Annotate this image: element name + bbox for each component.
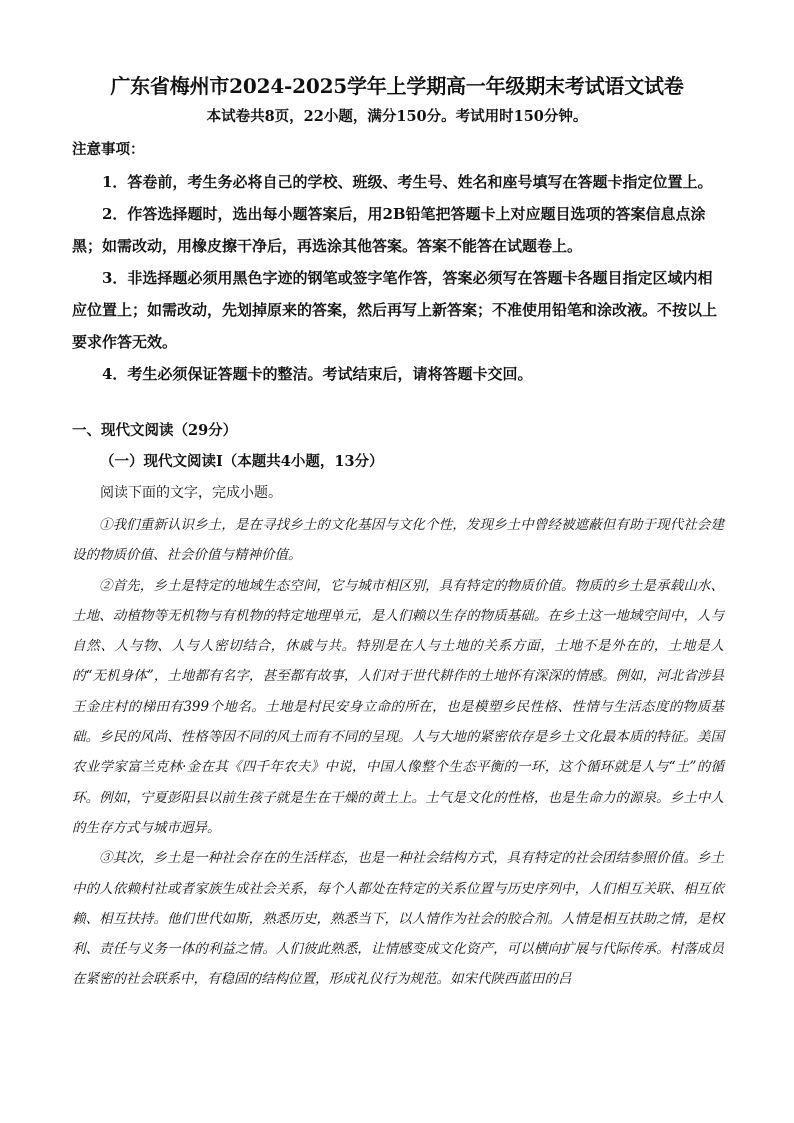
exam-subtitle: 本试卷共8页，22小题，满分150分。考试用时150分钟。 (206, 108, 588, 125)
section-heading: 一、现代文阅读（29分） (72, 422, 238, 439)
passage-paragraph: ②首先，乡土是特定的地域生态空间，它与城市相区别，具有特定的物质价值。物质的乡土是承载山水、土地、动植物等无机物与有机物的特定地理单元，是人们赖以生存的物质基础。在乡土这一地域空间中，人与自然、人与物、人与人密切结合，休戚与共。特别是在人与土地的关系方面，土地不是外在的，土地是人的“无机身体”，土地都有名字，甚至都有故事，人们对于世代耕作的土地怀有深深的情感。例如，河北省涉县王金庄村的梯田有399个地名。土地是村民安身立命的所在，也是模塑乡民性格、性情与生活态度的物质基础。乡民的风尚、性格等因不同的风土而有不同的呈现。人与大地的紧密依存是乡土文化最本质的特征。美国农业学家富兰克林·金在其《四千年农夫》中说，中国人像整个生态平衡的一环，这个循环就是人与“土”的循环。例如，宁夏彭阳县以前生孩子就是生在干燥的黄土上。土气是文化的性格，也是生命力的源泉。乡土中人的生存方式与城市迥异。 (72, 577, 724, 836)
notice-list (72, 166, 724, 390)
subsection-heading: （一）现代文阅读Ⅰ（本题共4小题，13分） (100, 453, 384, 470)
passage-paragraph: ③其次，乡土是一种社会存在的生活样态，也是一种社会结构方式，具有特定的社会团结参照价值。乡土中的人依赖村社或者家族生成社会关系，每个人都处在特定的关系位置与历史序列中，人们相互关联、相互依赖、相互扶持。他们世代如斯，熟悉历史，熟悉当下，以人情作为社会的胶合剂。人情是相互扶助之情，是权利、责任与义务一体的利益之情。人们彼此熟悉，让情感变成文化资产，可以横向扩展与代际传承。村落成员在紧密的社会联系中，有稳固的结构位置，形成礼仪行为规范。如宋代陕西蓝田的吕 (72, 850, 724, 988)
reading-instruction: 阅读下面的文字，完成小题。 (100, 485, 282, 501)
notice-item: 4．考生必须保证答题卡的整洁。考试结束后，请将答题卡交回。 (102, 365, 533, 383)
passage-paragraph: ①我们重新认识乡土，是在寻找乡土的文化基因与文化个性，发现乡土中曾经被遮蔽但有助于现代社会建设的物质价值、社会价值与精神价值。 (72, 517, 724, 564)
notice-item: 2．作答选择题时，选出每小题答案后，用2B铅笔把答题卡上对应题目选项的答案信息点涂黑；如需改动，用橡皮擦干净后，再选涂其他答案。答案不能答在试题卷上。 (72, 205, 706, 255)
exam-title: 广东省梅州市2024-2025学年上学期高一年级期末考试语文试卷 (110, 74, 684, 98)
reading-passage (72, 510, 724, 995)
notice-item: 1．答卷前，考生务必将自己的学校、班级、考生号、姓名和座号填写在答题卡指定位置上。 (102, 173, 713, 191)
notice-heading: 注意事项： (72, 141, 145, 158)
notice-item: 3．非选择题必须用黑色字迹的钢笔或签字笔作答，答案必须写在答题卡各题目指定区域内相应位置上；如需改动，先划掉原来的答案，然后再写上新答案；不准使用铅笔和涂改液。不按以上要求作答无效。 (72, 269, 718, 351)
